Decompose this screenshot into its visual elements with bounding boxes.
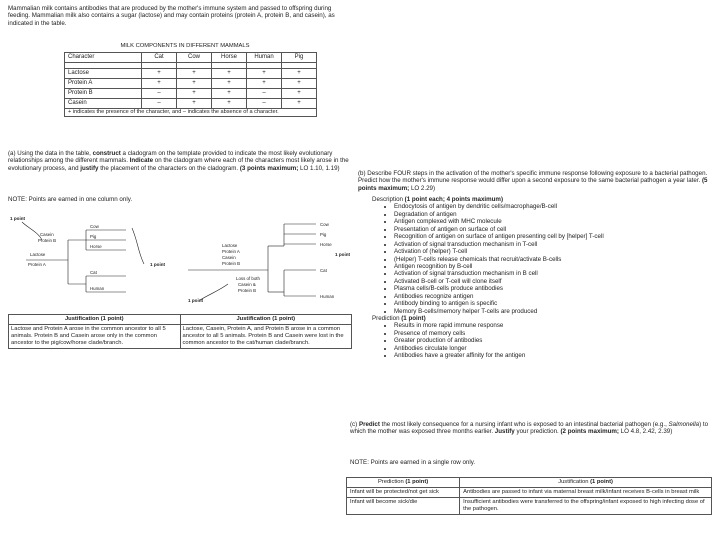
- svg-text:Cow: Cow: [320, 222, 329, 227]
- svg-text:Casein &: Casein &: [238, 282, 256, 287]
- list-item: • Antibodies recognize antigen: [394, 293, 712, 300]
- table-note-row: [65, 109, 317, 117]
- table-row: Infant will become sick/die Insufficient antibodies were transferred to the offspring/infant exposed to high infecting dose of the pathogen.: [347, 497, 712, 514]
- list-item: • Plasma cells/B-cells produce antibodies: [394, 285, 712, 292]
- justification-table: [8, 314, 352, 349]
- svg-text:Pig: Pig: [320, 232, 327, 237]
- svg-text:Cow: Cow: [90, 224, 99, 229]
- table-row: Protein B – + + – +: [65, 89, 317, 99]
- clado-right-arrow-bottom: [200, 284, 228, 300]
- table-row: [9, 324, 352, 348]
- list-item: • Activation of signal transduction mechanism in T-cell: [394, 241, 712, 248]
- prediction-table: [346, 477, 712, 515]
- svg-text:Lactose: Lactose: [30, 252, 46, 257]
- svg-text:Horse: Horse: [320, 242, 332, 247]
- svg-text:1 point: 1 point: [335, 252, 351, 257]
- svg-text:Loss of both: Loss of both: [236, 276, 260, 281]
- justification-header-row: Justification (1 point) Justification (1 point): [9, 315, 352, 325]
- svg-text:Protein B: Protein B: [238, 288, 257, 293]
- table-row: Infant will be protected/not get sick Antibodies are passed to infant via maternal breast milk/infant receives B-cells in breast milk: [347, 487, 712, 497]
- prediction-list: [372, 322, 712, 359]
- svg-text:Protein A: Protein A: [222, 249, 240, 254]
- svg-text:Horse: Horse: [90, 244, 102, 249]
- svg-text:Human: Human: [320, 294, 335, 299]
- header-cat: Cat: [142, 53, 177, 63]
- list-item: • Antibodies have a greater affinity for the antigen: [394, 352, 712, 359]
- svg-text:Cat: Cat: [90, 270, 97, 275]
- justification-right: Lactose, Casein, Protein A, and Protein B arose in a common ancestor to all 5 animals. Protein B and Casein were lost in the common ancestor to the cat/human clade/branch.: [180, 324, 352, 348]
- list-item: • Antigen recognition by B-cell: [394, 263, 712, 270]
- list-item: • Antibodies circulate longer: [394, 345, 712, 352]
- svg-text:Pig: Pig: [90, 234, 97, 239]
- table-row: Protein A + + + + +: [65, 79, 317, 89]
- milk-components-table: [64, 52, 317, 117]
- header-cow: Cow: [177, 53, 212, 63]
- part-a-note: NOTE: Points are earned in one column only.: [8, 196, 133, 203]
- cladogram-right: [180, 212, 352, 304]
- list-item: • Memory B-cells/memory helper T-cells are produced: [394, 308, 712, 315]
- prediction-label: Prediction (1 point): [372, 315, 426, 322]
- list-item: • Activation of (helper) T-cell: [394, 248, 712, 255]
- clado-left-point-top: 1 point: [10, 216, 26, 221]
- list-item: • Presence of memory cells: [394, 330, 712, 337]
- clado-left-brace: [132, 228, 144, 264]
- svg-text:1 point: 1 point: [150, 262, 166, 267]
- table-note: + indicates the presence of the character, and – indicates the absence of a character.: [65, 109, 317, 117]
- svg-text:Lactose: Lactose: [222, 243, 238, 248]
- list-item: • Activation of signal transduction mechanism in B cell: [394, 270, 712, 277]
- intro-text: Mammalian milk contains antibodies that are produced by the mother's immune system and passed to offspring during feeding. Mammalian milk also contains a sugar (lactose) and may contain proteins (protein A, protein B, and casein), as indicated in the table.: [8, 5, 335, 27]
- list-item: • Results in more rapid immune response: [394, 322, 712, 329]
- svg-text:Human: Human: [90, 286, 105, 291]
- svg-text:1 point: 1 point: [188, 298, 204, 303]
- svg-text:Protein B: Protein B: [38, 238, 57, 243]
- cladogram-left: [8, 212, 173, 302]
- list-item: • Antibody binding to antigen is specific: [394, 300, 712, 307]
- list-item: • (Helper) T-cells release chemicals that recruit/activate B-cells: [394, 256, 712, 263]
- svg-text:Cat: Cat: [320, 268, 327, 273]
- part-c-note: NOTE: Points are earned in a single row only.: [350, 459, 476, 466]
- svg-text:Protein B: Protein B: [222, 261, 241, 266]
- list-item: • Presentation of antigen on surface of cell: [394, 226, 712, 233]
- description-label: Description (1 point each; 4 points maximum): [372, 196, 503, 203]
- description-list: [372, 203, 712, 315]
- list-item: • Endocytosis of antigen by dendritic cells/macrophage/B-cell: [394, 203, 712, 210]
- svg-text:Casein: Casein: [222, 255, 236, 260]
- list-item: • Greater production of antibodies: [394, 337, 712, 344]
- list-item: • Activated B-cell or T-cell will clone itself: [394, 278, 712, 285]
- table-row: Casein – + + – +: [65, 99, 317, 109]
- table-row: Lactose + + + + +: [65, 69, 317, 79]
- justification-left: Lactose and Protein A arose in the common ancestor to all 5 animals. Protein B and Casein arose only in the common ancestor to the pig/cow/horse clade/branch.: [9, 324, 181, 348]
- prediction-header-row: Prediction (1 point) Justification (1 point): [347, 478, 712, 488]
- table-title: MILK COMPONENTS IN DIFFERENT MAMMALS: [120, 43, 250, 49]
- header-pig: Pig: [282, 53, 317, 63]
- header-human: Human: [247, 53, 282, 63]
- header-horse: Horse: [212, 53, 247, 63]
- part-b-answers: [372, 196, 712, 360]
- part-b-question: (b) Describe FOUR steps in the activation of the mother's specific immune response following exposure to a bacterial pathogen. Predict how the mother's immune response would differ upon a second exposure to the same bacterial pathogen a year later. (5 points maximum; LO 2.29): [358, 170, 708, 192]
- svg-text:Protein A: Protein A: [28, 262, 46, 267]
- list-item: • Recognition of antigen on surface of antigen presenting cell by [helper] T-cell: [394, 233, 712, 240]
- part-c-question: (c) Predict the most likely consequence for a nursing infant who is exposed to an intestinal bacterial pathogen (e.g., Salmonella) to which the mother was exposed three months earlier. Justify your prediction. (2 points maximum; LO 4.8, 2.42, 2.39): [350, 421, 709, 436]
- part-a-question: (a) Using the data in the table, construct a cladogram on the template provided to indicate the most likely evolutionary relationships among the different mammals. Indicate on the cladogram where each of the characters most likely arose in the evolutionary process, and justify the placement of the characters on the cladogram. (3 points maximum; LO 1.10, 1.19): [8, 150, 349, 172]
- list-item: • Degradation of antigen: [394, 211, 712, 218]
- svg-text:Casein: Casein: [40, 232, 54, 237]
- header-character: Character: [65, 53, 142, 63]
- table-header-row: [65, 53, 317, 63]
- list-item: • Antigen complexed with MHC molecule: [394, 218, 712, 225]
